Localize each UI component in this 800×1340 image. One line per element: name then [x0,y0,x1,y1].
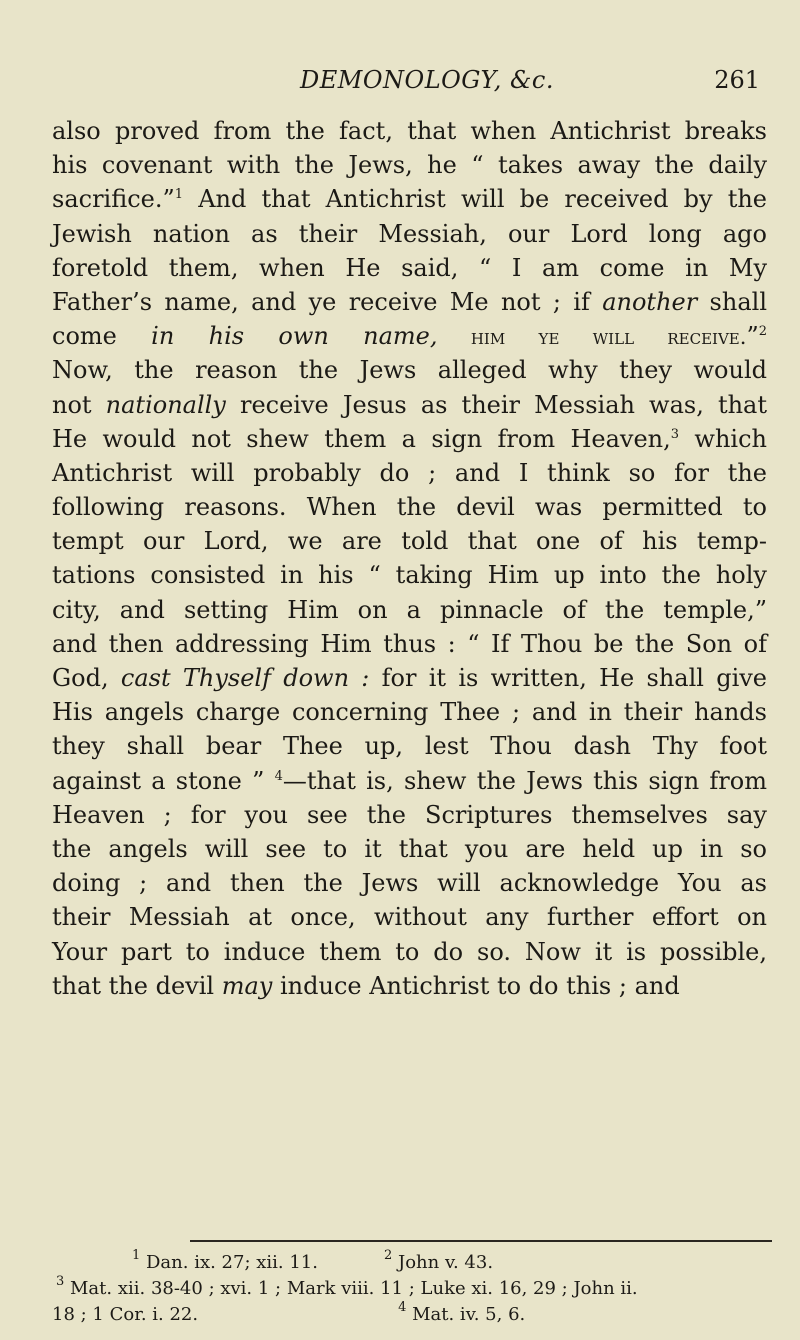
text-line: also proved from the fact, that when Antichrist breaks [52,117,767,145]
text-line: sacrifice.”$^1$ And that Antichrist will be received by the [52,185,767,214]
text-line: Your part to induce them to do so. Now it is possible, [52,937,767,966]
text-line: doing ; and then the Jews will acknowledge You as [52,869,767,898]
page-header [0,66,800,106]
text-line: tempt our Lord, we are told that one of his temp- [52,527,767,556]
footnote-divider [190,1240,772,1242]
footnotes [52,1250,767,1328]
text-line: Jewish nation as their Messiah, our Lord long ago [52,219,767,248]
text-line: the angels will see to it that you are held up in so [52,834,767,863]
footnote-line: $^1$ Dan. ix. 27; xii. 11. $^2$ John v. 43. [132,1248,494,1273]
text-line: and then addressing Him thus : “ If Thou be the Son of [52,629,767,658]
text-line: come in his own name, him ye will receive.”$^2$ [52,322,767,351]
footnote-ref: 3 [670,426,680,442]
text-line: tations consisted in his “ taking Him up into the holy [52,561,767,590]
text-line: Antichrist will probably do ; and I think so for the [52,458,767,487]
running-title: DEMONOLOGY, &c. [300,66,554,94]
text-line: Heaven ; for you see the Scriptures themselves say [52,800,767,829]
text-line: against a stone ” $^4$—that is, shew the Jews this sign from [52,766,767,795]
text-line: He would not shew them a sign from Heaven,$^3$ which [52,424,767,453]
text-line: not nationally receive Jesus as their Messiah was, that [52,390,767,419]
text-line: their Messiah at once, without any further effort on [52,903,767,932]
page-number: 261 [714,66,760,94]
footnote-ref: 1 [174,187,184,203]
text-line: His angels charge concerning Thee ; and in their hands [52,698,767,727]
text-line: city, and setting Him on a pinnacle of the temple,” [52,595,767,624]
text-line: his covenant with the Jews, he “ takes away the daily [52,151,767,180]
text-line: Father’s name, and ye receive Me not ; if another shall [52,287,767,316]
text-line: foretold them, when He said, “ I am come in My [52,253,767,282]
text-line: following reasons. When the devil was permitted to [52,493,767,522]
footnote-ref: 2 [758,324,767,340]
footnote-line: 18 ; 1 Cor. i. 22. $^4$ Mat. iv. 5, 6. [52,1300,526,1325]
body-text [52,114,767,1003]
text-line: that the devil may induce Antichrist to do this ; and [52,971,680,1000]
text-line: Now, the reason the Jews alleged why they would [52,356,767,385]
text-line: they shall bear Thee up, lest Thou dash Thy foot [52,732,767,761]
footnote-ref: 4 [274,768,283,784]
text-line: God, cast Thyself down : for it is written, He shall give [52,664,768,692]
footnote-line: $^3$ Mat. xii. 38-40 ; xvi. 1 ; Mark viii. 11 ; Luke xi. 16, 29 ; John ii. [56,1274,638,1299]
